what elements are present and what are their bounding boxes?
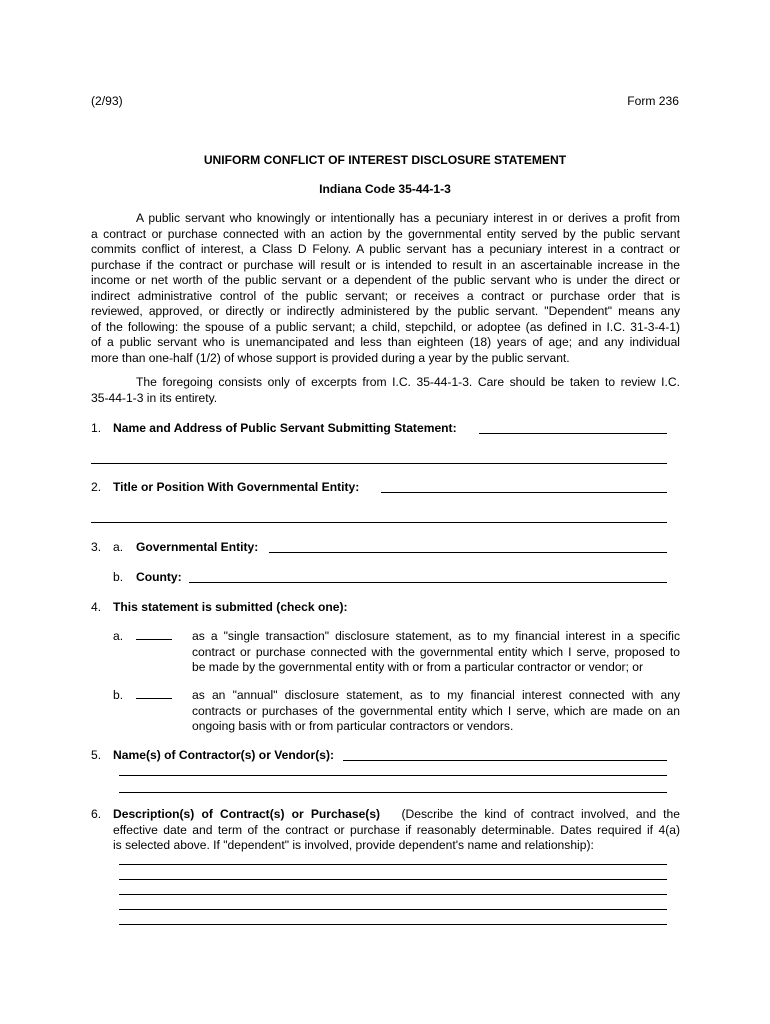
description-field-line-3[interactable]	[119, 894, 667, 895]
item-3a-label: Governmental Entity:	[136, 540, 259, 554]
item-6-text	[113, 807, 680, 854]
option-a-letter: a.	[113, 629, 124, 643]
page-subtitle: Indiana Code 35-44-1-3	[319, 182, 451, 196]
county-field[interactable]	[189, 582, 667, 583]
title-position-field[interactable]	[381, 492, 667, 493]
option-b-text	[192, 688, 680, 735]
excerpt-line: 35-44-1-3 in its entirety.	[91, 390, 218, 405]
intro-line: A public servant who knowingly or intentionally has a pecuniary interest in or derives a profit from	[136, 211, 680, 225]
item-4-number: 4.	[91, 600, 102, 614]
intro-line: purchase if the contract or purchase will result or is intended to result in an ascertainable increase in the	[91, 257, 680, 272]
item-6-line: effective date and term of the contract or purchase if reasonably determinable. Dates required if 4(a)	[113, 822, 680, 837]
option-a-line: contract or purchase connected with the governmental entity which I serve, proposed to	[192, 644, 680, 659]
excerpt-line: The foregoing consists only of excerpts from I.C. 35-44-1-3. Care should be taken to review I.C.	[136, 375, 680, 389]
option-a-line: as a "single transaction" disclosure statement, as to my financial interest in a specific	[192, 629, 680, 643]
description-field-line-5[interactable]	[119, 924, 667, 925]
item-5-label: Name(s) of Contractor(s) or Vendor(s):	[113, 748, 335, 762]
item-2-number: 2.	[91, 480, 102, 494]
description-field-line-1[interactable]	[119, 864, 667, 865]
option-a-text	[192, 629, 680, 676]
intro-line: reviewed, approved, or directly or indirectly administered by the public servant. "Dependent" means any	[91, 304, 680, 318]
option-b-letter: b.	[113, 688, 124, 702]
contractor-vendor-field[interactable]	[343, 760, 667, 761]
item-6-label: Description(s) of Contract(s) or Purchase(s)	[113, 807, 381, 821]
intro-line: income or net worth of the public servant or a dependent of the public servant who is under the direct or	[91, 273, 680, 287]
contractor-vendor-field-line-3[interactable]	[119, 792, 667, 793]
item-6-line: is selected above. If "dependent" is involved, provide dependent's name and relationship):	[113, 838, 594, 852]
item-6-number: 6.	[91, 807, 102, 821]
description-field-line-4[interactable]	[119, 909, 667, 910]
intro-line: more than one-half (1/2) of whose support is provided during a year by the public servant.	[91, 350, 570, 365]
option-a-check-field[interactable]	[136, 629, 172, 643]
item-1-label: Name and Address of Public Servant Submitting Statement:	[113, 421, 457, 435]
page-title: UNIFORM CONFLICT OF INTEREST DISCLOSURE STATEMENT	[203, 153, 567, 167]
form-date-code: (2/93)	[91, 94, 123, 108]
excerpt-note	[91, 375, 680, 406]
option-b-check-field[interactable]	[136, 688, 172, 702]
title-position-field-continued[interactable]	[91, 522, 667, 523]
item-1-number: 1.	[91, 421, 102, 435]
intro-line: of a public servant who is unemancipated and less than eighteen (18) years of age; and any individual	[91, 335, 680, 349]
item-3-number: 3.	[91, 540, 102, 554]
public-servant-name-field[interactable]	[479, 433, 667, 434]
intro-line: commits conflict of interest, a Class D Felony. A public servant has a pecuniary interest in a contract or	[91, 242, 680, 256]
option-b-line: contracts or purchases of the governmental entity which I serve, which are made on an	[192, 703, 680, 718]
item-3b-label: County:	[136, 570, 182, 584]
item-6-line: (Describe the kind of contract involved, and the	[401, 807, 680, 821]
item-2-label: Title or Position With Governmental Entity:	[113, 480, 360, 494]
intro-line: a contract or purchase connected with an action by the governmental entity served by the public servant	[91, 226, 680, 241]
item-5-number: 5.	[91, 748, 102, 762]
form-number: Form 236	[627, 94, 679, 108]
option-b-line: ongoing basis with or from particular contractors or vendors.	[192, 719, 514, 733]
governmental-entity-field[interactable]	[269, 552, 667, 553]
item-3a-letter: a.	[113, 540, 124, 554]
option-b-line: as an "annual" disclosure statement, as to my financial interest connected with any	[192, 688, 680, 702]
description-field-line-2[interactable]	[119, 879, 667, 880]
item-3b-letter: b.	[113, 570, 124, 584]
intro-line: of the following: the spouse of a public servant; a child, stepchild, or adoptee (as defined in I.C. 31-3-4-1)	[91, 319, 680, 334]
item-4-label: This statement is submitted (check one):	[113, 600, 348, 614]
option-a-line: be made by the governmental entity with or from a particular contractor or vendor; or	[192, 660, 644, 674]
intro-line: indirect administrative control of the public servant; or receives a contract or purchase order that is	[91, 288, 680, 303]
public-servant-address-field[interactable]	[91, 463, 667, 464]
intro-paragraph	[91, 211, 680, 366]
contractor-vendor-field-line-2[interactable]	[119, 775, 667, 776]
